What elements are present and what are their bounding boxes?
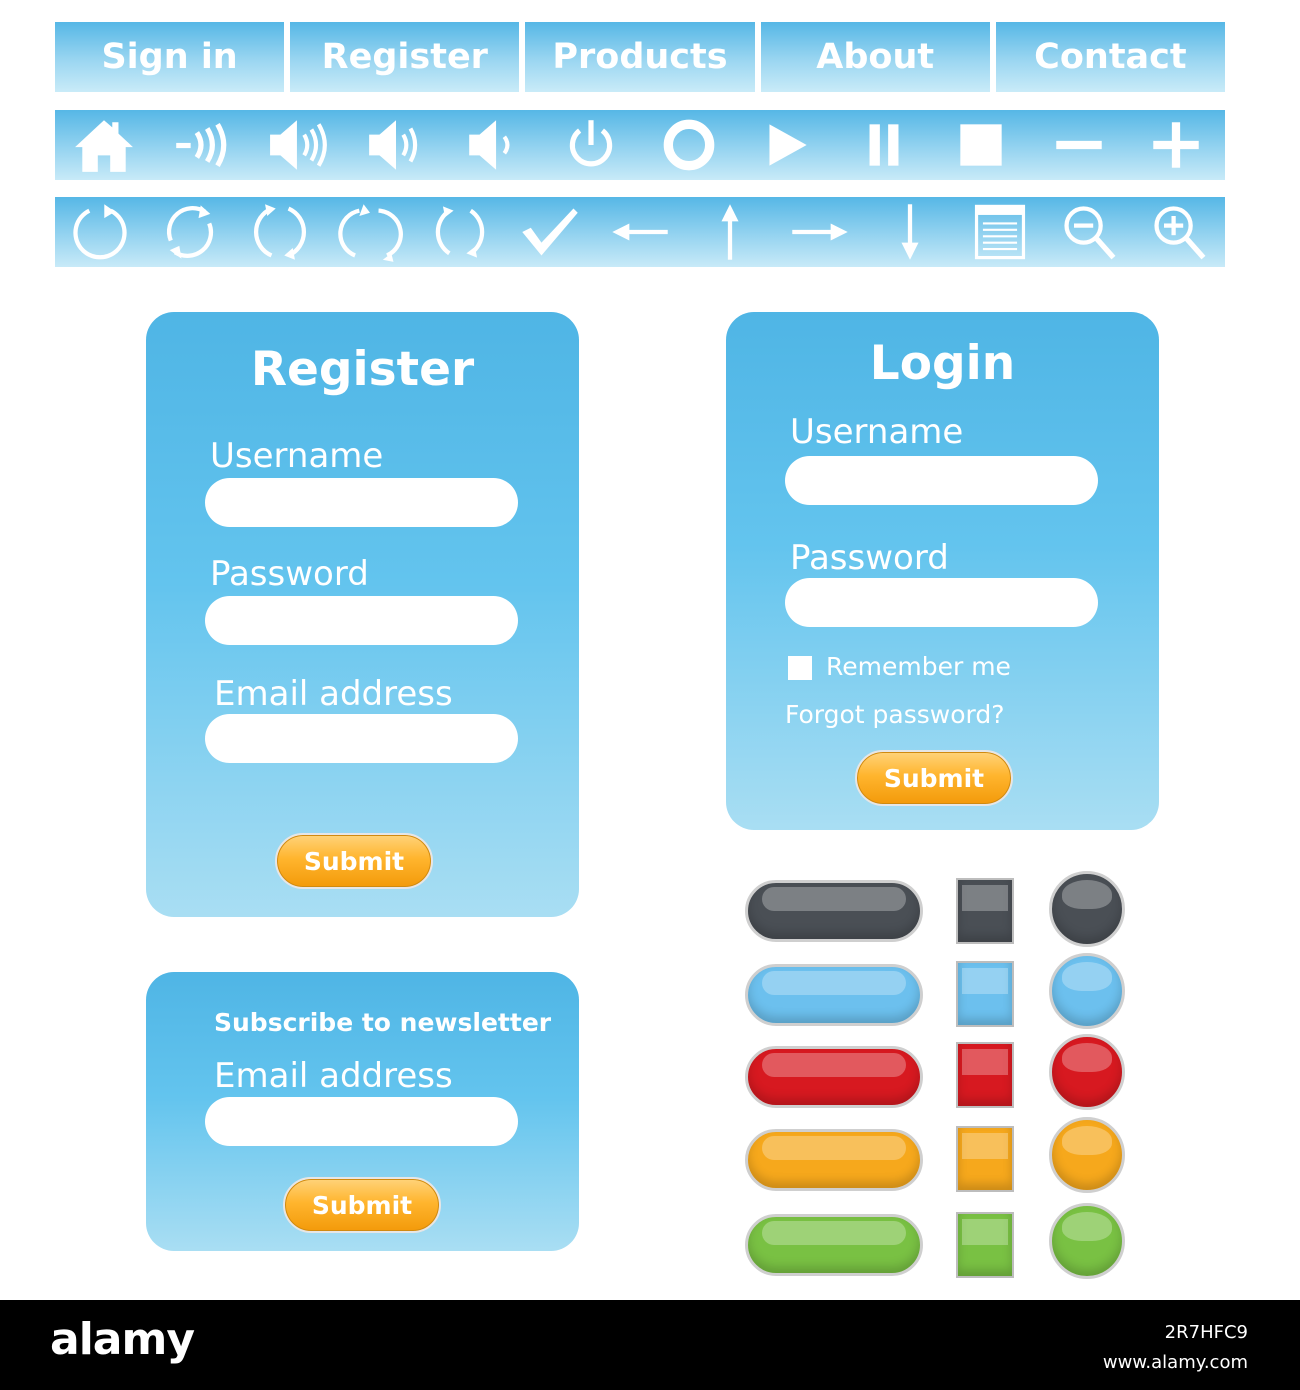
login-submit-button[interactable]: Submit	[855, 750, 1013, 806]
volume-high-icon[interactable]	[250, 110, 348, 180]
register-email-input[interactable]	[205, 714, 518, 763]
top-navigation	[55, 22, 1225, 92]
swap-icon[interactable]	[415, 197, 505, 267]
register-password-input[interactable]	[205, 596, 518, 645]
pill-button-orange[interactable]	[745, 1129, 923, 1191]
arrow-left-icon[interactable]	[595, 197, 685, 267]
square-button-blue[interactable]	[956, 961, 1014, 1027]
newsletter-title: Subscribe to newsletter	[214, 1008, 552, 1037]
refresh-cw-icon[interactable]	[55, 197, 145, 267]
play-icon[interactable]	[738, 110, 836, 180]
pill-button-gray[interactable]	[745, 880, 923, 942]
remember-me-checkbox[interactable]	[788, 656, 812, 680]
arrow-up-icon[interactable]	[685, 197, 775, 267]
record-icon[interactable]	[640, 110, 738, 180]
pause-icon[interactable]	[835, 110, 933, 180]
pill-button-red[interactable]	[745, 1046, 923, 1108]
register-username-input[interactable]	[205, 478, 518, 527]
register-form	[146, 312, 579, 917]
round-button-red[interactable]	[1049, 1034, 1125, 1110]
nav-products[interactable]: Products	[525, 22, 754, 92]
newsletter-email-label: Email address	[214, 1056, 453, 1096]
login-username-input[interactable]	[785, 456, 1098, 505]
zoom-in-icon[interactable]	[1135, 197, 1225, 267]
square-button-orange[interactable]	[956, 1126, 1014, 1192]
forgot-password-link[interactable]: Forgot password?	[785, 700, 1005, 729]
register-email-label: Email address	[214, 674, 453, 714]
volume-medium-icon[interactable]	[348, 110, 446, 180]
newsletter-form	[146, 972, 579, 1251]
round-button-gray[interactable]	[1049, 871, 1125, 947]
check-icon[interactable]	[505, 197, 595, 267]
stock-footer	[0, 1300, 1300, 1390]
newsletter-email-input[interactable]	[205, 1097, 518, 1146]
redo-undo-icon[interactable]	[325, 197, 415, 267]
login-form	[726, 312, 1159, 830]
alamy-logo: alamy	[50, 1314, 194, 1365]
plus-icon[interactable]	[1128, 110, 1226, 180]
power-icon[interactable]	[543, 110, 641, 180]
login-password-label: Password	[790, 538, 949, 578]
remember-me-label: Remember me	[826, 652, 1011, 681]
media-icon-bar	[55, 110, 1225, 180]
nav-register[interactable]: Register	[290, 22, 519, 92]
document-icon[interactable]	[955, 197, 1045, 267]
arrow-down-icon[interactable]	[865, 197, 955, 267]
round-button-orange[interactable]	[1049, 1117, 1125, 1193]
arrow-right-icon[interactable]	[775, 197, 865, 267]
nav-sign-in[interactable]: Sign in	[55, 22, 284, 92]
square-button-green[interactable]	[956, 1212, 1014, 1278]
sync-icon[interactable]	[145, 197, 235, 267]
register-title: Register	[250, 342, 475, 397]
nav-about[interactable]: About	[761, 22, 990, 92]
reload-icon[interactable]	[235, 197, 325, 267]
action-icon-bar	[55, 197, 1225, 267]
minus-icon[interactable]	[1030, 110, 1128, 180]
site-url: www.alamy.com	[1102, 1352, 1248, 1373]
pill-button-green[interactable]	[745, 1214, 923, 1276]
login-title: Login	[869, 336, 1016, 391]
login-password-input[interactable]	[785, 578, 1098, 627]
image-id: 2R7HFC9	[1164, 1322, 1248, 1343]
home-icon[interactable]	[55, 110, 153, 180]
square-button-red[interactable]	[956, 1042, 1014, 1108]
register-password-label: Password	[210, 554, 369, 594]
zoom-out-icon[interactable]	[1045, 197, 1135, 267]
round-button-green[interactable]	[1049, 1203, 1125, 1279]
signal-low-icon[interactable]	[153, 110, 251, 180]
pill-button-blue[interactable]	[745, 964, 923, 1026]
square-button-gray[interactable]	[956, 878, 1014, 944]
login-username-label: Username	[790, 412, 964, 452]
round-button-blue[interactable]	[1049, 953, 1125, 1029]
register-username-label: Username	[210, 436, 384, 476]
newsletter-submit-button[interactable]: Submit	[283, 1177, 441, 1233]
register-submit-button[interactable]: Submit	[275, 833, 433, 889]
stop-icon[interactable]	[933, 110, 1031, 180]
nav-contact[interactable]: Contact	[996, 22, 1225, 92]
volume-low-icon[interactable]	[445, 110, 543, 180]
